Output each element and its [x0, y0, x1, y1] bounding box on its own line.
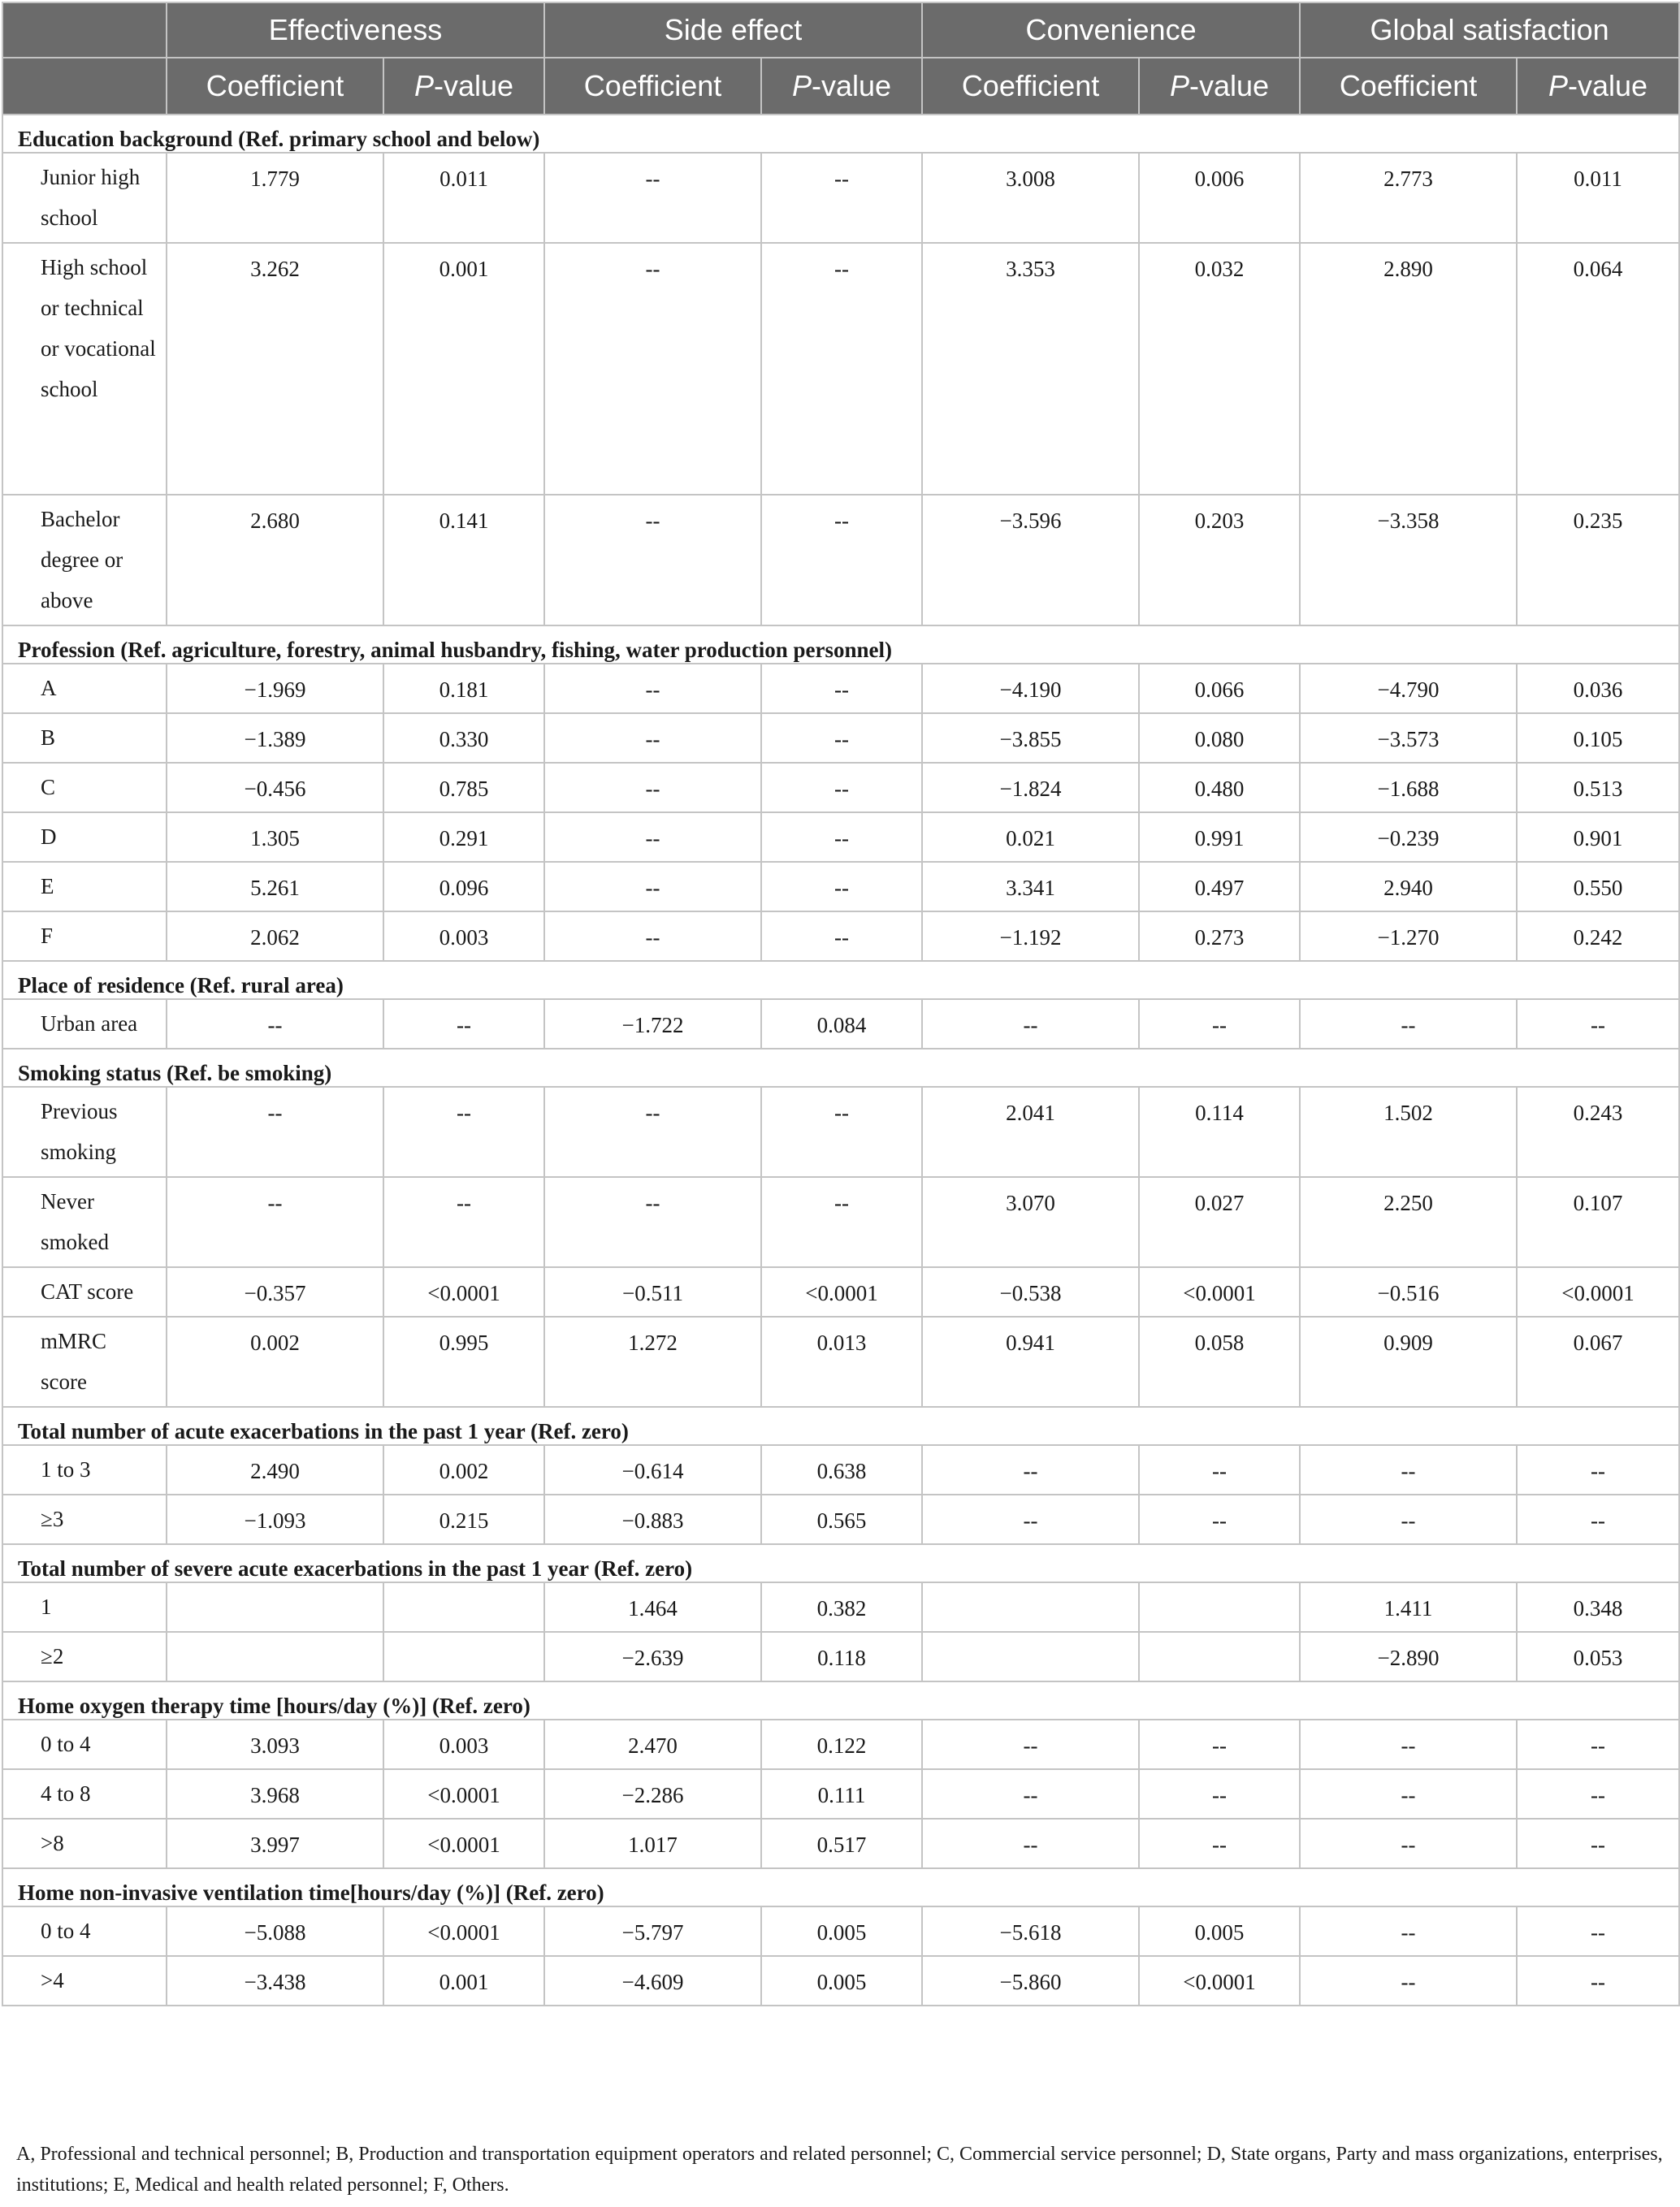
table-row	[2, 763, 1679, 812]
section-title: Total number of acute exacerbations in the past 1 year (Ref. zero)	[2, 1407, 1679, 1445]
p-value-cell	[1139, 1582, 1300, 1632]
coefficient-cell: 1.779	[167, 153, 383, 243]
coefficient-cell: --	[544, 1177, 761, 1267]
p-value-cell: 0.011	[383, 153, 544, 243]
row-label: E	[2, 862, 167, 911]
coefficient-cell: −1.969	[167, 664, 383, 713]
p-value-cell: --	[761, 495, 922, 625]
coefficient-cell: --	[544, 763, 761, 812]
p-value-cell: 0.550	[1517, 862, 1679, 911]
header-p-value	[1139, 58, 1300, 115]
coefficient-cell: 5.261	[167, 862, 383, 911]
coefficient-cell: --	[1300, 1819, 1517, 1868]
section-title: Total number of severe acute exacerbations in the past 1 year (Ref. zero)	[2, 1544, 1679, 1582]
coefficient-cell: −4.790	[1300, 664, 1517, 713]
coefficient-cell: −1.722	[544, 999, 761, 1049]
table-footnote: A, Professional and technical personnel; B, Production and transportation equipment operators and related personnel; C, Commercial service personnel; D, State organs, Party and mass organizations, enterprises, institutions; E, Medical and health related personnel; F, Others.	[16, 2144, 1663, 2196]
p-value-cell: 0.565	[761, 1495, 922, 1544]
coefficient-cell: 3.968	[167, 1769, 383, 1819]
coefficient-cell: −1.389	[167, 713, 383, 763]
header-p-value	[383, 58, 544, 115]
row-label: Previous smoking	[2, 1087, 167, 1177]
p-value-cell: --	[761, 911, 922, 961]
coefficient-cell: 1.502	[1300, 1087, 1517, 1177]
coefficient-cell: --	[922, 1819, 1139, 1868]
p-value-cell: <0.0001	[383, 1267, 544, 1317]
p-value-cell: --	[761, 862, 922, 911]
coefficient-cell: 2.250	[1300, 1177, 1517, 1267]
table-row	[2, 999, 1679, 1049]
p-value-cell: 0.066	[1139, 664, 1300, 713]
p-letter: P	[791, 69, 812, 102]
coefficient-cell: 3.341	[922, 862, 1139, 911]
coefficient-cell: 0.909	[1300, 1317, 1517, 1407]
coefficient-cell: −1.824	[922, 763, 1139, 812]
coefficient-cell: --	[544, 153, 761, 243]
coefficient-cell: 1.017	[544, 1819, 761, 1868]
coefficient-cell: −4.190	[922, 664, 1139, 713]
p-value-cell: 0.243	[1517, 1087, 1679, 1177]
coefficient-cell: 2.680	[167, 495, 383, 625]
row-label: ≥3	[2, 1495, 167, 1544]
p-value-cell: --	[1139, 999, 1300, 1049]
table-row	[2, 153, 1679, 243]
p-value-cell: --	[1517, 1956, 1679, 2006]
coefficient-cell: −3.358	[1300, 495, 1517, 625]
coefficient-cell: 3.093	[167, 1720, 383, 1769]
row-label: >8	[2, 1819, 167, 1868]
p-value-cell: <0.0001	[1139, 1956, 1300, 2006]
table-row	[2, 1582, 1679, 1632]
table-row	[2, 1267, 1679, 1317]
p-value-cell: 0.005	[1139, 1906, 1300, 1956]
coefficient-cell: --	[544, 664, 761, 713]
p-value-cell: 0.114	[1139, 1087, 1300, 1177]
table-row	[2, 1906, 1679, 1956]
table-row	[2, 862, 1679, 911]
p-suffix: -value	[1568, 69, 1648, 102]
p-value-cell: 0.995	[383, 1317, 544, 1407]
row-label: 0 to 4	[2, 1906, 167, 1956]
coefficient-cell: --	[922, 1495, 1139, 1544]
table-row	[2, 1317, 1679, 1407]
coefficient-cell: --	[922, 1769, 1139, 1819]
coefficient-cell: --	[544, 862, 761, 911]
coefficient-cell: −0.614	[544, 1445, 761, 1495]
p-value-cell: <0.0001	[383, 1769, 544, 1819]
coefficient-cell: --	[1300, 1445, 1517, 1495]
coefficient-cell: --	[544, 1087, 761, 1177]
p-value-cell: 0.053	[1517, 1632, 1679, 1681]
p-value-cell: 0.330	[383, 713, 544, 763]
coefficient-cell: --	[544, 495, 761, 625]
p-value-cell: --	[1517, 1445, 1679, 1495]
row-label: 1	[2, 1582, 167, 1632]
coefficient-cell: −1.192	[922, 911, 1139, 961]
section-row	[2, 1407, 1679, 1445]
coefficient-cell: −0.357	[167, 1267, 383, 1317]
table-row	[2, 1632, 1679, 1681]
p-value-cell: 0.111	[761, 1769, 922, 1819]
coefficient-cell: --	[167, 999, 383, 1049]
table-row	[2, 1769, 1679, 1819]
table-row	[2, 664, 1679, 713]
p-value-cell: --	[1517, 999, 1679, 1049]
section-row	[2, 1049, 1679, 1087]
section-title: Education background (Ref. primary school and below)	[2, 115, 1679, 153]
p-value-cell: 0.032	[1139, 243, 1300, 495]
p-value-cell: 0.235	[1517, 495, 1679, 625]
p-value-cell: --	[761, 243, 922, 495]
coefficient-cell: 3.997	[167, 1819, 383, 1868]
coefficient-cell: −1.270	[1300, 911, 1517, 961]
p-value-cell: 0.064	[1517, 243, 1679, 495]
section-row	[2, 625, 1679, 664]
coefficient-cell: 0.941	[922, 1317, 1139, 1407]
row-label: 0 to 4	[2, 1720, 167, 1769]
coefficient-cell: --	[1300, 1720, 1517, 1769]
p-value-cell: 0.382	[761, 1582, 922, 1632]
coefficient-cell: −0.516	[1300, 1267, 1517, 1317]
p-value-cell: 0.013	[761, 1317, 922, 1407]
p-value-cell: --	[383, 1177, 544, 1267]
coefficient-cell: 3.262	[167, 243, 383, 495]
coefficient-cell: 2.490	[167, 1445, 383, 1495]
section-title: Place of residence (Ref. rural area)	[2, 961, 1679, 999]
p-value-cell: 0.638	[761, 1445, 922, 1495]
header-coefficient: Coefficient	[922, 58, 1139, 115]
table-row	[2, 1445, 1679, 1495]
row-label: ≥2	[2, 1632, 167, 1681]
coefficient-cell: −5.860	[922, 1956, 1139, 2006]
coefficient-cell	[167, 1632, 383, 1681]
row-label: D	[2, 812, 167, 862]
coefficient-cell: 1.272	[544, 1317, 761, 1407]
row-label: 1 to 3	[2, 1445, 167, 1495]
coefficient-cell: 0.002	[167, 1317, 383, 1407]
row-label: B	[2, 713, 167, 763]
coefficient-cell: 1.305	[167, 812, 383, 862]
p-value-cell: 0.181	[383, 664, 544, 713]
section-row	[2, 1544, 1679, 1582]
coefficient-cell: --	[1300, 1956, 1517, 2006]
p-value-cell: 0.058	[1139, 1317, 1300, 1407]
p-value-cell: 0.348	[1517, 1582, 1679, 1632]
p-value-cell: --	[761, 1177, 922, 1267]
coefficient-cell: −3.438	[167, 1956, 383, 2006]
p-value-cell: --	[1517, 1495, 1679, 1544]
coefficient-cell: --	[1300, 1906, 1517, 1956]
p-value-cell: 0.273	[1139, 911, 1300, 961]
coefficient-cell: 2.940	[1300, 862, 1517, 911]
p-value-cell: --	[383, 1087, 544, 1177]
coefficient-cell: 2.062	[167, 911, 383, 961]
coefficient-cell: −2.890	[1300, 1632, 1517, 1681]
header-blank	[2, 2, 167, 58]
table-row	[2, 713, 1679, 763]
p-value-cell: 0.901	[1517, 812, 1679, 862]
p-value-cell: --	[1517, 1819, 1679, 1868]
coefficient-cell: −4.609	[544, 1956, 761, 2006]
coefficient-cell: −0.511	[544, 1267, 761, 1317]
p-value-cell: 0.118	[761, 1632, 922, 1681]
section-title: Home oxygen therapy time [hours/day (%)] (Ref. zero)	[2, 1681, 1679, 1720]
coefficient-cell: 2.041	[922, 1087, 1139, 1177]
section-title: Home non-invasive ventilation time[hours/day (%)] (Ref. zero)	[2, 1868, 1679, 1906]
p-value-cell: 0.001	[383, 243, 544, 495]
table-row	[2, 495, 1679, 625]
p-value-cell: 0.785	[383, 763, 544, 812]
header-side-effect: Side effect	[544, 2, 922, 58]
p-value-cell: 0.991	[1139, 812, 1300, 862]
p-value-cell: 0.027	[1139, 1177, 1300, 1267]
table-row	[2, 1720, 1679, 1769]
coefficient-cell: 1.464	[544, 1582, 761, 1632]
coefficient-cell: --	[167, 1177, 383, 1267]
coefficient-cell: --	[544, 812, 761, 862]
coefficient-cell: --	[922, 999, 1139, 1049]
p-value-cell: 0.003	[383, 1720, 544, 1769]
coefficient-cell	[922, 1582, 1139, 1632]
row-label: A	[2, 664, 167, 713]
row-label: Never smoked	[2, 1177, 167, 1267]
header-p-value	[1517, 58, 1679, 115]
coefficient-cell: −0.239	[1300, 812, 1517, 862]
p-value-cell: --	[761, 664, 922, 713]
coefficient-cell: --	[1300, 1769, 1517, 1819]
p-value-cell: --	[1139, 1769, 1300, 1819]
header-coefficient: Coefficient	[1300, 58, 1517, 115]
coefficient-cell: 3.070	[922, 1177, 1139, 1267]
coefficient-cell: −3.573	[1300, 713, 1517, 763]
section-row	[2, 1681, 1679, 1720]
p-value-cell: 0.001	[383, 1956, 544, 2006]
p-value-cell: 0.242	[1517, 911, 1679, 961]
section-title: Profession (Ref. agriculture, forestry, animal husbandry, fishing, water production personnel)	[2, 625, 1679, 664]
table-row	[2, 1495, 1679, 1544]
p-letter: P	[414, 69, 434, 102]
coefficient-cell: −0.456	[167, 763, 383, 812]
coefficient-cell: −5.088	[167, 1906, 383, 1956]
p-value-cell: --	[383, 999, 544, 1049]
header-effectiveness: Effectiveness	[167, 2, 544, 58]
table-row	[2, 1819, 1679, 1868]
header-sub-row	[2, 58, 1679, 115]
coefficient-cell: −3.596	[922, 495, 1139, 625]
coefficient-cell: −0.883	[544, 1495, 761, 1544]
p-value-cell: --	[1517, 1769, 1679, 1819]
p-value-cell: --	[1517, 1906, 1679, 1956]
row-label: Junior high school	[2, 153, 167, 243]
row-label: F	[2, 911, 167, 961]
row-label: 4 to 8	[2, 1769, 167, 1819]
p-value-cell: 0.480	[1139, 763, 1300, 812]
p-value-cell: <0.0001	[1139, 1267, 1300, 1317]
p-value-cell: 0.497	[1139, 862, 1300, 911]
p-value-cell: --	[761, 812, 922, 862]
section-row	[2, 961, 1679, 999]
p-value-cell: 0.036	[1517, 664, 1679, 713]
p-value-cell	[383, 1582, 544, 1632]
p-value-cell: --	[761, 713, 922, 763]
p-value-cell: 0.006	[1139, 153, 1300, 243]
p-value-cell	[383, 1632, 544, 1681]
p-value-cell: --	[1139, 1720, 1300, 1769]
p-value-cell: <0.0001	[383, 1906, 544, 1956]
section-row	[2, 1868, 1679, 1906]
p-value-cell: 0.517	[761, 1819, 922, 1868]
p-suffix: -value	[812, 69, 892, 102]
p-value-cell: 0.005	[761, 1956, 922, 2006]
coefficient-cell: −5.797	[544, 1906, 761, 1956]
table-row	[2, 1956, 1679, 2006]
p-value-cell: 0.291	[383, 812, 544, 862]
section-row	[2, 115, 1679, 153]
coefficient-cell: --	[922, 1445, 1139, 1495]
coefficient-cell: 1.411	[1300, 1582, 1517, 1632]
row-label: Bachelor degree or above	[2, 495, 167, 625]
coefficient-cell: −0.538	[922, 1267, 1139, 1317]
coefficient-cell: −5.618	[922, 1906, 1139, 1956]
coefficient-cell	[922, 1632, 1139, 1681]
p-value-cell: 0.003	[383, 911, 544, 961]
row-label: C	[2, 763, 167, 812]
p-value-cell: 0.122	[761, 1720, 922, 1769]
row-label: mMRC score	[2, 1317, 167, 1407]
p-value-cell: 0.002	[383, 1445, 544, 1495]
p-value-cell: 0.080	[1139, 713, 1300, 763]
coefficient-cell: --	[544, 243, 761, 495]
coefficient-cell: --	[167, 1087, 383, 1177]
regression-table	[2, 2, 1680, 2006]
row-label: Urban area	[2, 999, 167, 1049]
table-row	[2, 812, 1679, 862]
p-letter: P	[1169, 69, 1189, 102]
p-value-cell: <0.0001	[761, 1267, 922, 1317]
coefficient-cell: --	[544, 911, 761, 961]
coefficient-cell: 2.773	[1300, 153, 1517, 243]
coefficient-cell: −2.286	[544, 1769, 761, 1819]
row-label: >4	[2, 1956, 167, 2006]
coefficient-cell: 3.353	[922, 243, 1139, 495]
p-value-cell: --	[1139, 1495, 1300, 1544]
p-value-cell: 0.203	[1139, 495, 1300, 625]
coefficient-cell: −1.688	[1300, 763, 1517, 812]
coefficient-cell: 0.021	[922, 812, 1139, 862]
p-value-cell: 0.215	[383, 1495, 544, 1544]
coefficient-cell: −2.639	[544, 1632, 761, 1681]
p-value-cell: 0.105	[1517, 713, 1679, 763]
p-letter: P	[1548, 69, 1568, 102]
coefficient-cell	[167, 1582, 383, 1632]
coefficient-cell: 2.470	[544, 1720, 761, 1769]
p-value-cell: 0.096	[383, 862, 544, 911]
coefficient-cell: −3.855	[922, 713, 1139, 763]
p-value-cell: <0.0001	[1517, 1267, 1679, 1317]
p-suffix: -value	[433, 69, 514, 102]
p-value-cell: 0.084	[761, 999, 922, 1049]
p-value-cell: --	[1517, 1720, 1679, 1769]
header-global-satisfaction: Global satisfaction	[1300, 2, 1679, 58]
coefficient-cell: --	[544, 713, 761, 763]
p-suffix: -value	[1189, 69, 1270, 102]
p-value-cell: --	[1139, 1445, 1300, 1495]
section-title: Smoking status (Ref. be smoking)	[2, 1049, 1679, 1087]
coefficient-cell: --	[922, 1720, 1139, 1769]
table-body	[2, 115, 1679, 2006]
p-value-cell: 0.107	[1517, 1177, 1679, 1267]
table-row	[2, 1087, 1679, 1177]
coefficient-cell: --	[1300, 999, 1517, 1049]
row-label: High school or technical or vocational school	[2, 243, 167, 495]
coefficient-cell: 2.890	[1300, 243, 1517, 495]
p-value-cell: --	[761, 153, 922, 243]
table-row	[2, 911, 1679, 961]
coefficient-cell: --	[1300, 1495, 1517, 1544]
p-value-cell: 0.141	[383, 495, 544, 625]
coefficient-cell: −1.093	[167, 1495, 383, 1544]
p-value-cell: --	[761, 763, 922, 812]
table-row	[2, 1177, 1679, 1267]
p-value-cell: 0.513	[1517, 763, 1679, 812]
header-coefficient: Coefficient	[544, 58, 761, 115]
header-convenience: Convenience	[922, 2, 1300, 58]
p-value-cell: --	[1139, 1819, 1300, 1868]
table-row	[2, 243, 1679, 495]
p-value-cell: --	[761, 1087, 922, 1177]
p-value-cell: 0.005	[761, 1906, 922, 1956]
p-value-cell: 0.011	[1517, 153, 1679, 243]
p-value-cell: 0.067	[1517, 1317, 1679, 1407]
header-coefficient: Coefficient	[167, 58, 383, 115]
header-group-row	[2, 2, 1679, 58]
header-p-value	[761, 58, 922, 115]
coefficient-cell: 3.008	[922, 153, 1139, 243]
header-blank	[2, 58, 167, 115]
p-value-cell: <0.0001	[383, 1819, 544, 1868]
p-value-cell	[1139, 1632, 1300, 1681]
row-label: CAT score	[2, 1267, 167, 1317]
